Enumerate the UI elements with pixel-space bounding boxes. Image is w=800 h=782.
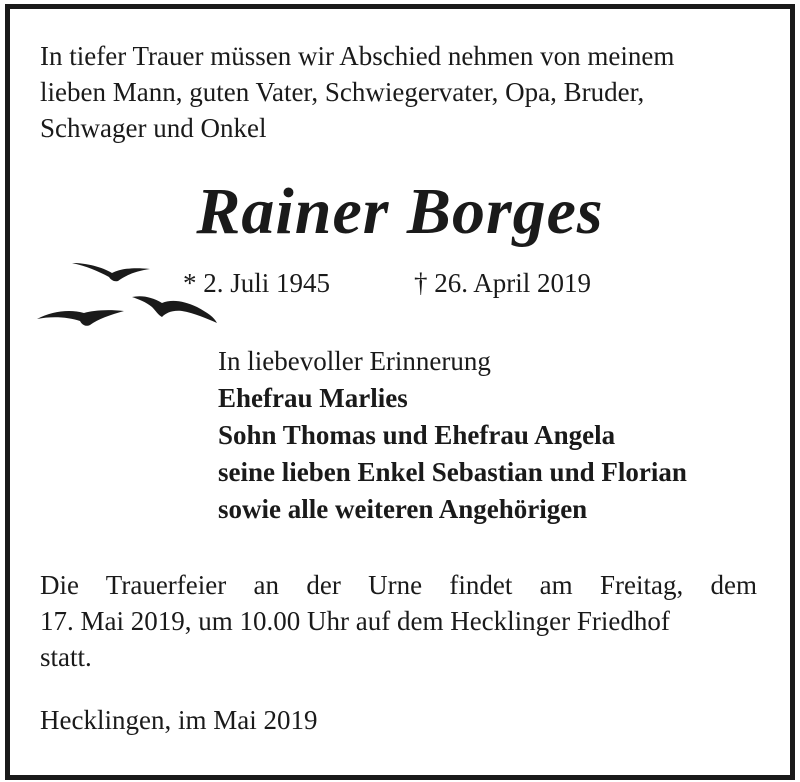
death-date: † 26. April 2019 <box>414 268 592 298</box>
bird-icon <box>72 263 150 281</box>
intro-text <box>40 38 760 146</box>
mourner-line: Sohn Thomas und Ehefrau Angela <box>218 420 616 450</box>
ceremony-line: 17. Mai 2019, um 10.00 Uhr auf dem Hecklinger Friedhof <box>40 606 670 636</box>
mourners-intro: In liebevoller Erinnerung <box>218 346 491 376</box>
intro-line: In tiefer Trauer müssen wir Abschied nehmen von meinem <box>40 41 675 71</box>
place-date: Hecklingen, im Mai 2019 <box>40 705 318 735</box>
bird-icon <box>37 310 124 326</box>
intro-line: Schwager und Onkel <box>40 113 267 143</box>
mourner-line: seine lieben Enkel Sebastian und Florian <box>218 457 687 487</box>
mourner-line: Ehefrau Marlies <box>218 383 408 413</box>
ceremony-text <box>40 567 757 675</box>
mourners-block <box>218 343 687 528</box>
intro-line: lieben Mann, guten Vater, Schwiegervater, Opa, Bruder, <box>40 77 645 107</box>
ceremony-line: Die Trauerfeier an der Urne findet am Freitag, dem <box>40 570 757 600</box>
birth-date: * 2. Juli 1945 <box>183 268 331 298</box>
ceremony-line: statt. <box>40 642 92 672</box>
bird-icon <box>132 296 217 323</box>
mourner-line: sowie alle weiteren Angehörigen <box>218 494 588 524</box>
deceased-name: Rainer Borges <box>196 175 604 248</box>
